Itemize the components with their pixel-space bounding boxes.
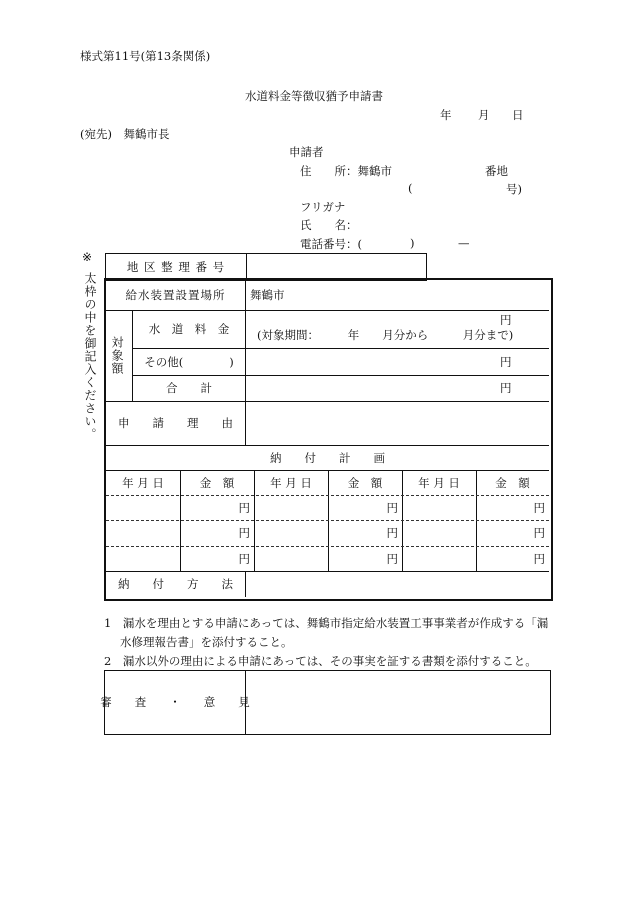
plan-row-3-yen-3: 円 bbox=[533, 551, 545, 566]
furigana-label: フリガナ bbox=[300, 200, 346, 214]
location-label: 給水装置設置場所 bbox=[125, 288, 226, 302]
address-label: 住 所：舞鶴市 bbox=[300, 164, 392, 178]
go-label: 号) bbox=[506, 182, 522, 196]
total-yen: 円 bbox=[500, 381, 512, 395]
phone-label: 電話番号：( bbox=[300, 237, 362, 251]
target-period: (対象期間： 年 月分から 月分まで) bbox=[257, 328, 514, 342]
plan-col-date-3: 年 月 日 bbox=[418, 475, 460, 490]
form-number: 様式第11号(第13条関係) bbox=[80, 49, 211, 63]
review-label: 審 査 ・ 意 見 bbox=[100, 695, 250, 709]
total-label: 合 計 bbox=[166, 381, 212, 395]
payment-method-label: 納 付 方 法 bbox=[118, 577, 233, 591]
name-label: 氏 名： bbox=[300, 218, 358, 232]
target-amount-label: 対象額 bbox=[110, 336, 124, 375]
plan-row-2-yen-3: 円 bbox=[533, 526, 545, 540]
phone-close: ) bbox=[410, 236, 415, 250]
plan-col-amount-3: 金 額 bbox=[495, 475, 530, 490]
document-title: 水道料金等徴収猶予申請書 bbox=[245, 89, 383, 103]
date-month: 月 bbox=[478, 108, 490, 122]
plan-row-3-yen-2: 円 bbox=[386, 551, 398, 566]
payment-plan-label: 納 付 計 画 bbox=[270, 450, 385, 465]
plan-row-1-yen-2: 円 bbox=[386, 500, 398, 515]
note-1-cont: 水修理報告書」を添付すること。 bbox=[120, 635, 293, 649]
other-yen: 円 bbox=[500, 354, 512, 369]
reason-label: 申 請 理 由 bbox=[118, 416, 233, 430]
date-day: 日 bbox=[512, 108, 524, 122]
note-mark: ※ bbox=[82, 250, 93, 264]
district-number-label: 地 区 整 理 番 号 bbox=[126, 259, 226, 274]
other-label: その他( ) bbox=[144, 354, 234, 369]
addressee: (宛先) 舞鶴市長 bbox=[80, 127, 170, 141]
note-1: 1 漏水を理由とする申請にあっては、舞鶴市指定給水装置工事事業者が作成する「漏 bbox=[104, 616, 549, 630]
banchi-label: 番地 bbox=[485, 164, 508, 178]
plan-col-amount-1: 金 額 bbox=[199, 475, 235, 490]
plan-row-2-yen-1: 円 bbox=[238, 526, 250, 540]
plan-col-date-2: 年 月 日 bbox=[270, 475, 312, 490]
note-2: 2 漏水以外の理由による申請にあっては、その事実を証する書類を添付すること。 bbox=[104, 654, 537, 668]
date-year: 年 bbox=[440, 108, 452, 122]
water-fee-label: 水 道 料 金 bbox=[148, 322, 230, 336]
plan-row-1-yen-3: 円 bbox=[533, 500, 545, 515]
water-fee-yen: 円 bbox=[500, 313, 512, 327]
applicant-label: 申請者 bbox=[289, 145, 324, 159]
plan-row-2-yen-2: 円 bbox=[386, 526, 398, 540]
plan-col-date-1: 年 月 日 bbox=[122, 475, 164, 490]
plan-col-amount-2: 金 額 bbox=[347, 475, 383, 490]
location-value: 舞鶴市 bbox=[250, 288, 285, 302]
phone-dash: — bbox=[458, 236, 470, 250]
plan-row-3-yen-1: 円 bbox=[238, 551, 250, 566]
side-note-text: 太枠の中を御記入ください。 bbox=[83, 272, 97, 441]
go-open: ( bbox=[408, 181, 413, 195]
plan-row-1-yen-1: 円 bbox=[238, 500, 250, 515]
